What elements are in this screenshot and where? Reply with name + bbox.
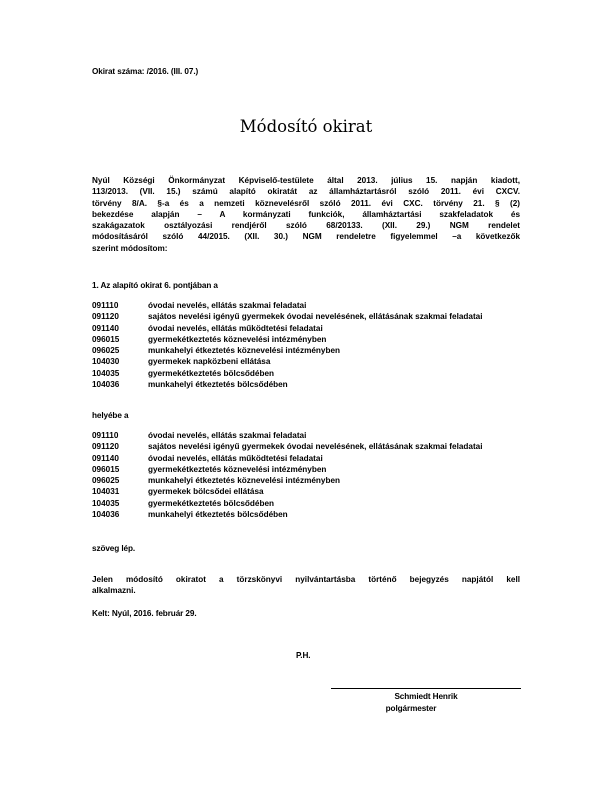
activity-code: 104031 [92,487,120,497]
intro-line: 113/2013. (VII. 15.) számú alapító okiratát az államháztartásról szóló 2011. évi CXCV. [92,187,520,197]
document-title: Módosító okirat [239,117,373,136]
activity-code: 104030 [92,357,120,367]
activity-description: munkahelyi étkeztetés köznevelési intézményben [148,476,341,486]
closing-paragraph [92,574,520,597]
activity-description: gyermekétkeztetés bölcsődében [148,368,275,378]
activity-code: 104035 [92,498,120,508]
activity-code: 104036 [92,510,120,520]
activity-code: 091140 [92,323,119,333]
activity-code: 096015 [92,334,120,344]
old-activity-list [92,300,532,390]
signature-line [331,688,521,689]
intro-line: bekezdése alapján – A kormányzati funkciók, államháztartási szakfeladatok és [92,209,520,219]
activity-code: 091140 [92,453,119,463]
activity-description: gyermekétkeztetés köznevelési intézményben [148,334,327,344]
list-item [92,464,532,475]
intro-line: módosításáról szóló 44/2015. (XII. 30.) NGM rendeletre figyelemmel –a következők [92,232,520,242]
list-item [92,441,532,452]
activity-code: 091120 [92,312,119,322]
intro-line: törvény 8/A. §-a és a nemzeti köznevelésről szóló 2011. évi CXC. törvény 21. § (2) [92,198,520,208]
activity-description: munkahelyi étkeztetés bölcsődében [148,380,288,390]
intro-line: szakágazatok osztályozási rendjéről szóló 68/20133. (XII. 29.) NGM rendelet [92,221,520,231]
list-item [92,300,532,311]
list-item [92,334,532,345]
list-item [92,368,532,379]
list-item [92,345,532,356]
activity-description: gyermekétkeztetés köznevelési intézményben [148,464,327,474]
activity-description: óvodai nevelés, ellátás szakmai feladatai [148,301,307,310]
list-item [92,475,532,486]
activity-description: óvodai nevelés, ellátás szakmai feladatai [148,431,307,440]
list-item [92,453,532,464]
list-item [92,379,532,390]
date-line: Kelt: Nyúl, 2016. február 29. [92,609,197,618]
list-item [92,430,532,441]
stamp-placeholder: P.H. [296,651,311,660]
signatory-name: Schmiedt Henrik [394,692,458,701]
replacement-label: helyébe a [92,411,129,420]
activity-description: gyermekétkeztetés bölcsődében [148,498,275,508]
signatory-title: polgármester [385,704,437,713]
intro-line: Nyúl Községi Önkormányzat Képviselő-testülete által 2013. július 15. napján kiadott, [92,176,520,185]
activity-description: sajátos nevelési igényű gyermekek óvodai nevelésének, ellátásának szakmai feladatai [148,312,483,322]
activity-code: 091110 [92,431,119,440]
document-reference: Okirat száma: /2016. (III. 07.) [92,67,199,76]
activity-code: 091110 [92,301,119,310]
activity-description: munkahelyi étkeztetés köznevelési intézményben [148,346,341,356]
activity-description: sajátos nevelési igényű gyermekek óvodai nevelésének, ellátásának szakmai feladatai [148,442,483,452]
list-item [92,498,532,509]
closing-line: alkalmazni. [92,586,136,596]
activity-description: gyermekek bölcsődei ellátása [148,487,264,497]
list-item [92,356,532,367]
activity-code: 096025 [92,346,120,356]
intro-line: szerint módosítom: [92,243,168,253]
closing-line: Jelen módosító okiratot a törzskönyvi nyilvántartásba történő bejegyzés napjától kell [92,575,520,584]
closing-phrase: szöveg lép. [92,544,136,553]
section-heading: 1. Az alapító okirat 6. pontjában a [92,281,218,290]
activity-code: 091120 [92,442,119,452]
list-item [92,311,532,322]
activity-code: 104036 [92,380,120,390]
activity-description: óvodai nevelés, ellátás működtetési feladatai [148,323,323,333]
activity-code: 096015 [92,464,120,474]
activity-description: óvodai nevelés, ellátás működtetési feladatai [148,453,323,463]
list-item [92,509,532,520]
activity-description: gyermekek napközbeni ellátása [148,357,271,367]
activity-code: 104035 [92,368,120,378]
new-activity-list [92,430,532,520]
list-item [92,323,532,334]
intro-paragraph [92,175,520,254]
activity-description: munkahelyi étkeztetés bölcsődében [148,510,288,520]
list-item [92,486,532,497]
activity-code: 096025 [92,476,120,486]
